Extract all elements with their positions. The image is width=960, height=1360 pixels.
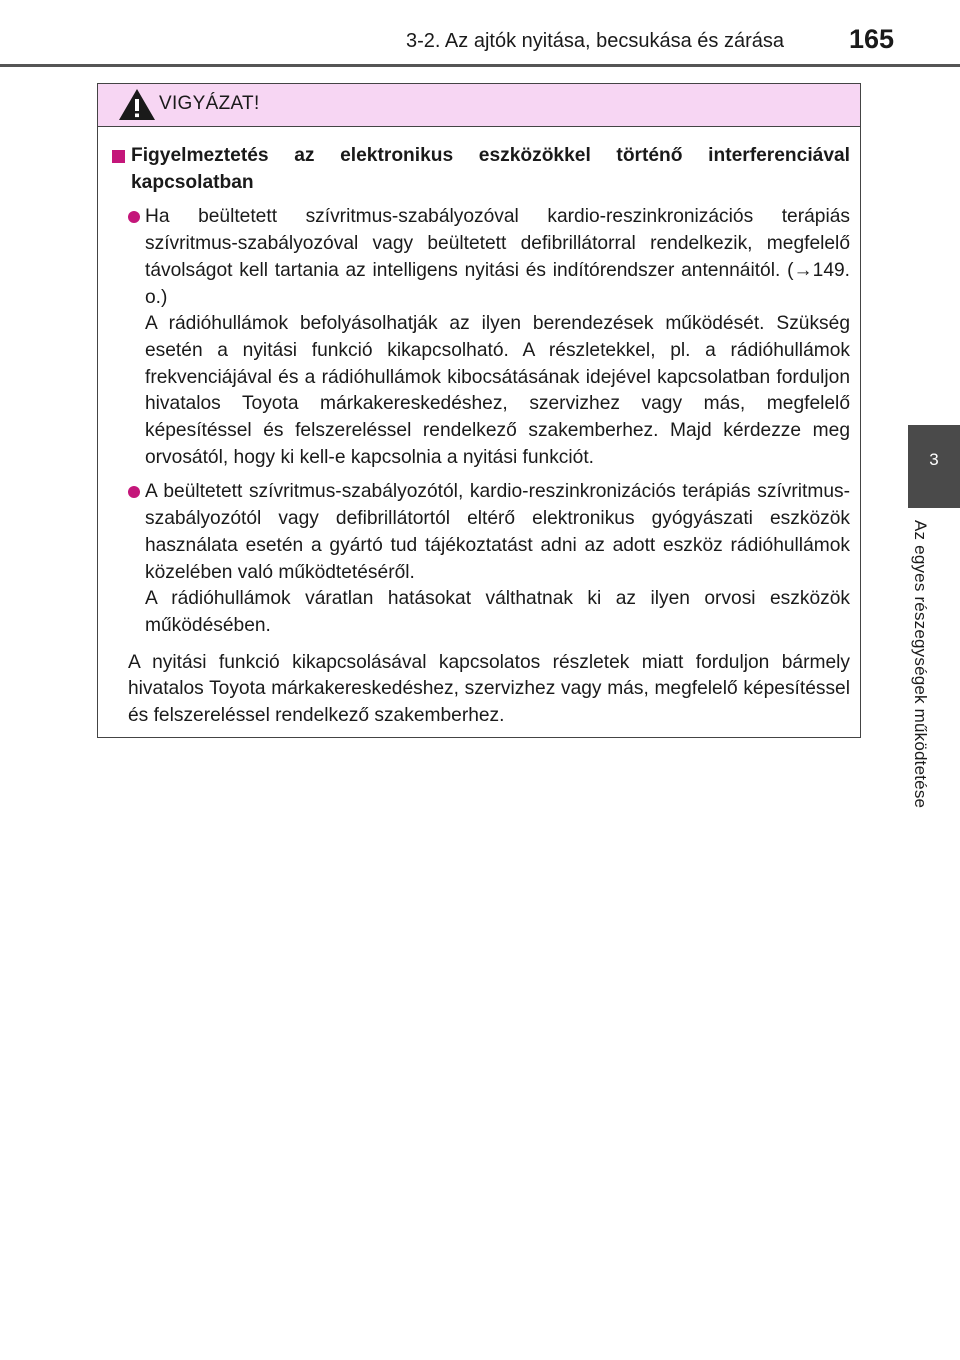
chapter-number: 3: [929, 450, 939, 469]
warning-title: VIGYÁZAT!: [159, 93, 260, 114]
list-item: [128, 204, 850, 471]
paragraph: A rádióhullámok váratlan hatásokat válthatnak ki az ilyen orvosi eszközök működésében.: [145, 588, 850, 636]
paragraph: A rádióhullámok befolyásolhatják az ilyen berendezések működését. Szükség esetén a nyitási funkció kikapcsolható. A részletekkel, pl. a rádióhullámok frekvenciájával és a rádióhullámok kibocsátásának idejével kapcsolatban forduljon hivatalos Toyota márkakereskedéshez, szervizhez vagy más, megfelelő képesítéssel és felszereléssel rendelkező szakemberhez. Majd kérdezze meg orvosától, hogy ki kell-e kapcsolnia a nyitási funkciót.: [145, 313, 850, 468]
warning-body: [98, 127, 860, 730]
section-title: 3-2. Az ajtók nyitása, becsukása és zárása: [406, 30, 784, 52]
paragraph: Ha beültetett szívritmus-szabályozóval kardio-reszinkronizációs terápiás szívritmus-szabályozóval vagy beültetett defibrillátorral rendelkezik, megfelelő távolságot kell tartania az intelligens nyitási és indítórendszer antennáitól. (→149. o.): [145, 206, 850, 308]
chapter-title: Az egyes részegységek működtetése: [911, 520, 930, 809]
section-heading-text: Figyelmeztetés az elektronikus eszközökkel történő interferenciával kapcsolatban: [131, 145, 850, 193]
square-bullet-icon: [112, 150, 125, 163]
list-item-content: [145, 204, 850, 471]
round-bullet-icon: [128, 211, 140, 223]
chapter-tab: [908, 425, 960, 508]
round-bullet-icon: [128, 486, 140, 498]
section-heading: [108, 143, 850, 196]
paragraph: A beültetett szívritmus-szabályozótól, kardio-reszinkronizációs terápiás szívritmus-szabályozótól vagy defibrillátortól eltérő elektronikus gyógyászati eszközök használata esetén a gyártó tud tájékoztatást adni az adott eszköz rádióhullámok közelében való működtetéséről.: [145, 481, 850, 583]
header-divider: [0, 64, 960, 67]
list-item-content: [145, 479, 850, 639]
warning-triangle-icon: [118, 88, 156, 121]
warning-header: [98, 84, 860, 127]
page-header: [0, 0, 960, 66]
page-number: 165: [848, 24, 894, 54]
list-item: [128, 479, 850, 639]
warning-box: [97, 83, 861, 738]
closing-note: A nyitási funkció kikapcsolásával kapcsolatos részletek miatt forduljon bármely hivatalos Toyota márkakereskedéshez, szervizhez vagy más, megfelelő képesítéssel és felszereléssel rendelkező szakemberhez.: [128, 651, 850, 727]
